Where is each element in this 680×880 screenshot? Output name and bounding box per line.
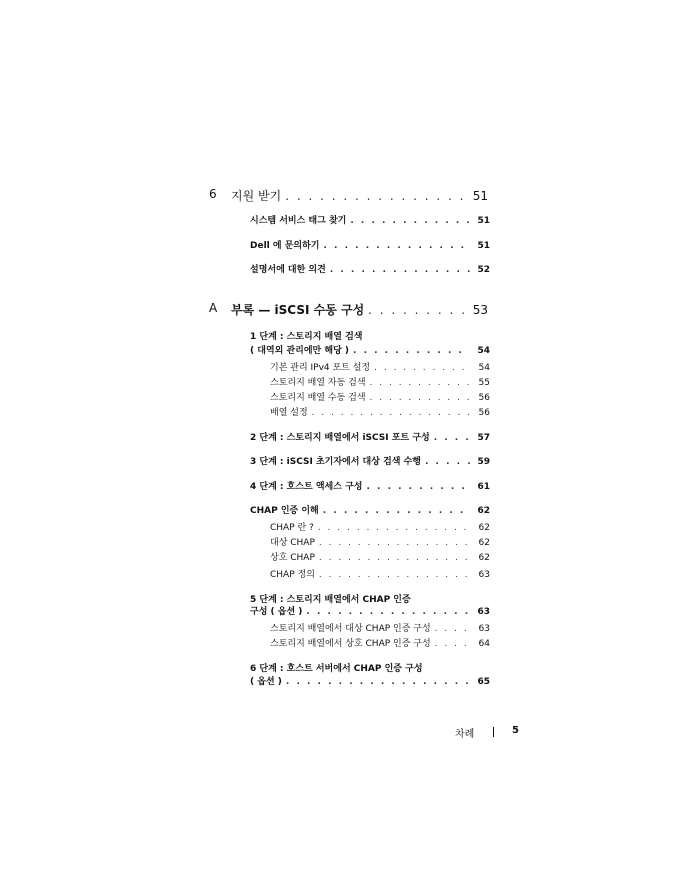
- entry-title: 시스템 서비스 태그 찾기: [250, 216, 347, 226]
- page-number: 53: [472, 303, 488, 317]
- page-number: 62: [478, 523, 490, 533]
- page-number: 57: [477, 433, 490, 443]
- page-number: 51: [472, 189, 488, 203]
- toc-entry[interactable]: [250, 213, 490, 226]
- page-number: 65: [477, 677, 490, 687]
- entry-title: 대상 CHAP: [270, 538, 315, 548]
- toc-subentry[interactable]: [270, 567, 490, 580]
- toc-subentry[interactable]: [270, 636, 490, 649]
- toc-entry[interactable]: [250, 479, 490, 492]
- dot-leader: [374, 363, 470, 373]
- chapter-entry[interactable]: [231, 301, 488, 318]
- entry-title: Dell 에 문의하기: [250, 241, 320, 251]
- entry-title-line: 6 단계 : 호스트 서버에서 CHAP 인증 구성: [250, 664, 423, 674]
- footer-separator: [493, 727, 494, 737]
- dot-leader: [306, 607, 470, 617]
- toc-entry[interactable]: [250, 604, 490, 617]
- chapter-entry[interactable]: [231, 187, 488, 204]
- page-number: 64: [478, 639, 490, 649]
- entry-title-line: 5 단계 : 스토리지 배열에서 CHAP 인증: [250, 595, 411, 605]
- dot-leader: [368, 303, 468, 317]
- page-number: 59: [477, 457, 490, 467]
- dot-leader: [425, 457, 470, 467]
- toc-entry[interactable]: [250, 238, 490, 251]
- page-number: 63: [477, 607, 490, 617]
- entry-title: 상호 CHAP: [270, 553, 315, 563]
- dot-leader: [434, 433, 470, 443]
- page-number: 56: [478, 408, 490, 418]
- page-number: 55: [478, 378, 490, 388]
- dot-leader: [370, 378, 470, 388]
- entry-title: 스토리지 배열 수동 검색: [270, 393, 366, 403]
- footer-section-title: 차례: [455, 729, 475, 740]
- page-number: 51: [477, 216, 490, 226]
- dot-leader: [330, 265, 470, 275]
- dot-leader: [435, 639, 470, 649]
- chapter-number: A: [209, 301, 218, 315]
- toc-subentry[interactable]: [270, 375, 490, 388]
- chapter-title: 부록 — iSCSI 수동 구성: [231, 303, 365, 317]
- dot-leader: [312, 408, 470, 418]
- entry-title: 스토리지 배열에서 대상 CHAP 인증 구성: [270, 624, 431, 634]
- footer-page-number: 5: [512, 725, 519, 736]
- dot-leader: [319, 553, 470, 563]
- entry-title: CHAP 인증 이해: [250, 506, 319, 516]
- entry-title: ( 대역외 관리에만 해당 ): [250, 346, 350, 356]
- page-number: 54: [478, 363, 490, 373]
- page-number: 63: [478, 624, 490, 634]
- toc-subentry[interactable]: [270, 550, 490, 563]
- page-number: 61: [477, 482, 490, 492]
- toc-entry[interactable]: [250, 430, 490, 443]
- entry-title: CHAP 정의: [270, 570, 315, 580]
- toc-subentry[interactable]: [270, 360, 490, 373]
- entry-title: 3 단계 : iSCSI 초기자에서 대상 검색 수행: [250, 457, 421, 467]
- entry-title-line: 1 단계 : 스토리지 배열 검색: [250, 332, 363, 342]
- entry-title: 배열 설정: [270, 408, 308, 418]
- dot-leader: [285, 189, 468, 203]
- entry-title: 2 단계 : 스토리지 배열에서 iSCSI 포트 구성: [250, 433, 430, 443]
- toc-subentry[interactable]: [270, 621, 490, 634]
- dot-leader: [319, 538, 470, 548]
- page-number: 63: [478, 570, 490, 580]
- entry-title: CHAP 란 ?: [270, 523, 314, 533]
- dot-leader: [366, 482, 470, 492]
- entry-title: 스토리지 배열에서 상호 CHAP 인증 구성: [270, 639, 431, 649]
- toc-entry[interactable]: [250, 454, 490, 467]
- page-number: 51: [477, 241, 490, 251]
- dot-leader: [350, 216, 470, 226]
- dot-leader: [323, 506, 470, 516]
- page-number: 62: [478, 553, 490, 563]
- toc-subentry[interactable]: [270, 390, 490, 403]
- page-number: 62: [478, 538, 490, 548]
- dot-leader: [286, 677, 470, 687]
- toc-subentry[interactable]: [270, 520, 490, 533]
- toc-entry[interactable]: [250, 343, 490, 356]
- chapter-number: 6: [209, 187, 217, 201]
- entry-title: 구성 ( 옵션 ): [250, 607, 303, 617]
- toc-entry[interactable]: [250, 674, 490, 687]
- page-number: 62: [477, 506, 490, 516]
- entry-title: 기본 관리 IPv4 포트 설정: [270, 363, 371, 373]
- page-number: 54: [477, 346, 490, 356]
- chapter-title: 지원 받기: [231, 189, 282, 203]
- toc-entry[interactable]: [250, 503, 490, 516]
- dot-leader: [318, 523, 470, 533]
- dot-leader: [435, 624, 470, 634]
- dot-leader: [319, 570, 470, 580]
- entry-title: 설명서에 대한 의견: [250, 265, 326, 275]
- page-number: 56: [478, 393, 490, 403]
- dot-leader: [370, 393, 470, 403]
- entry-title: 4 단계 : 호스트 액세스 구성: [250, 482, 363, 492]
- toc-subentry[interactable]: [270, 535, 490, 548]
- entry-title: 스토리지 배열 자동 검색: [270, 378, 366, 388]
- entry-title: ( 옵션 ): [250, 677, 282, 687]
- toc-subentry[interactable]: [270, 405, 490, 418]
- dot-leader: [353, 346, 470, 356]
- page-number: 52: [477, 265, 490, 275]
- dot-leader: [323, 241, 470, 251]
- toc-entry[interactable]: [250, 262, 490, 275]
